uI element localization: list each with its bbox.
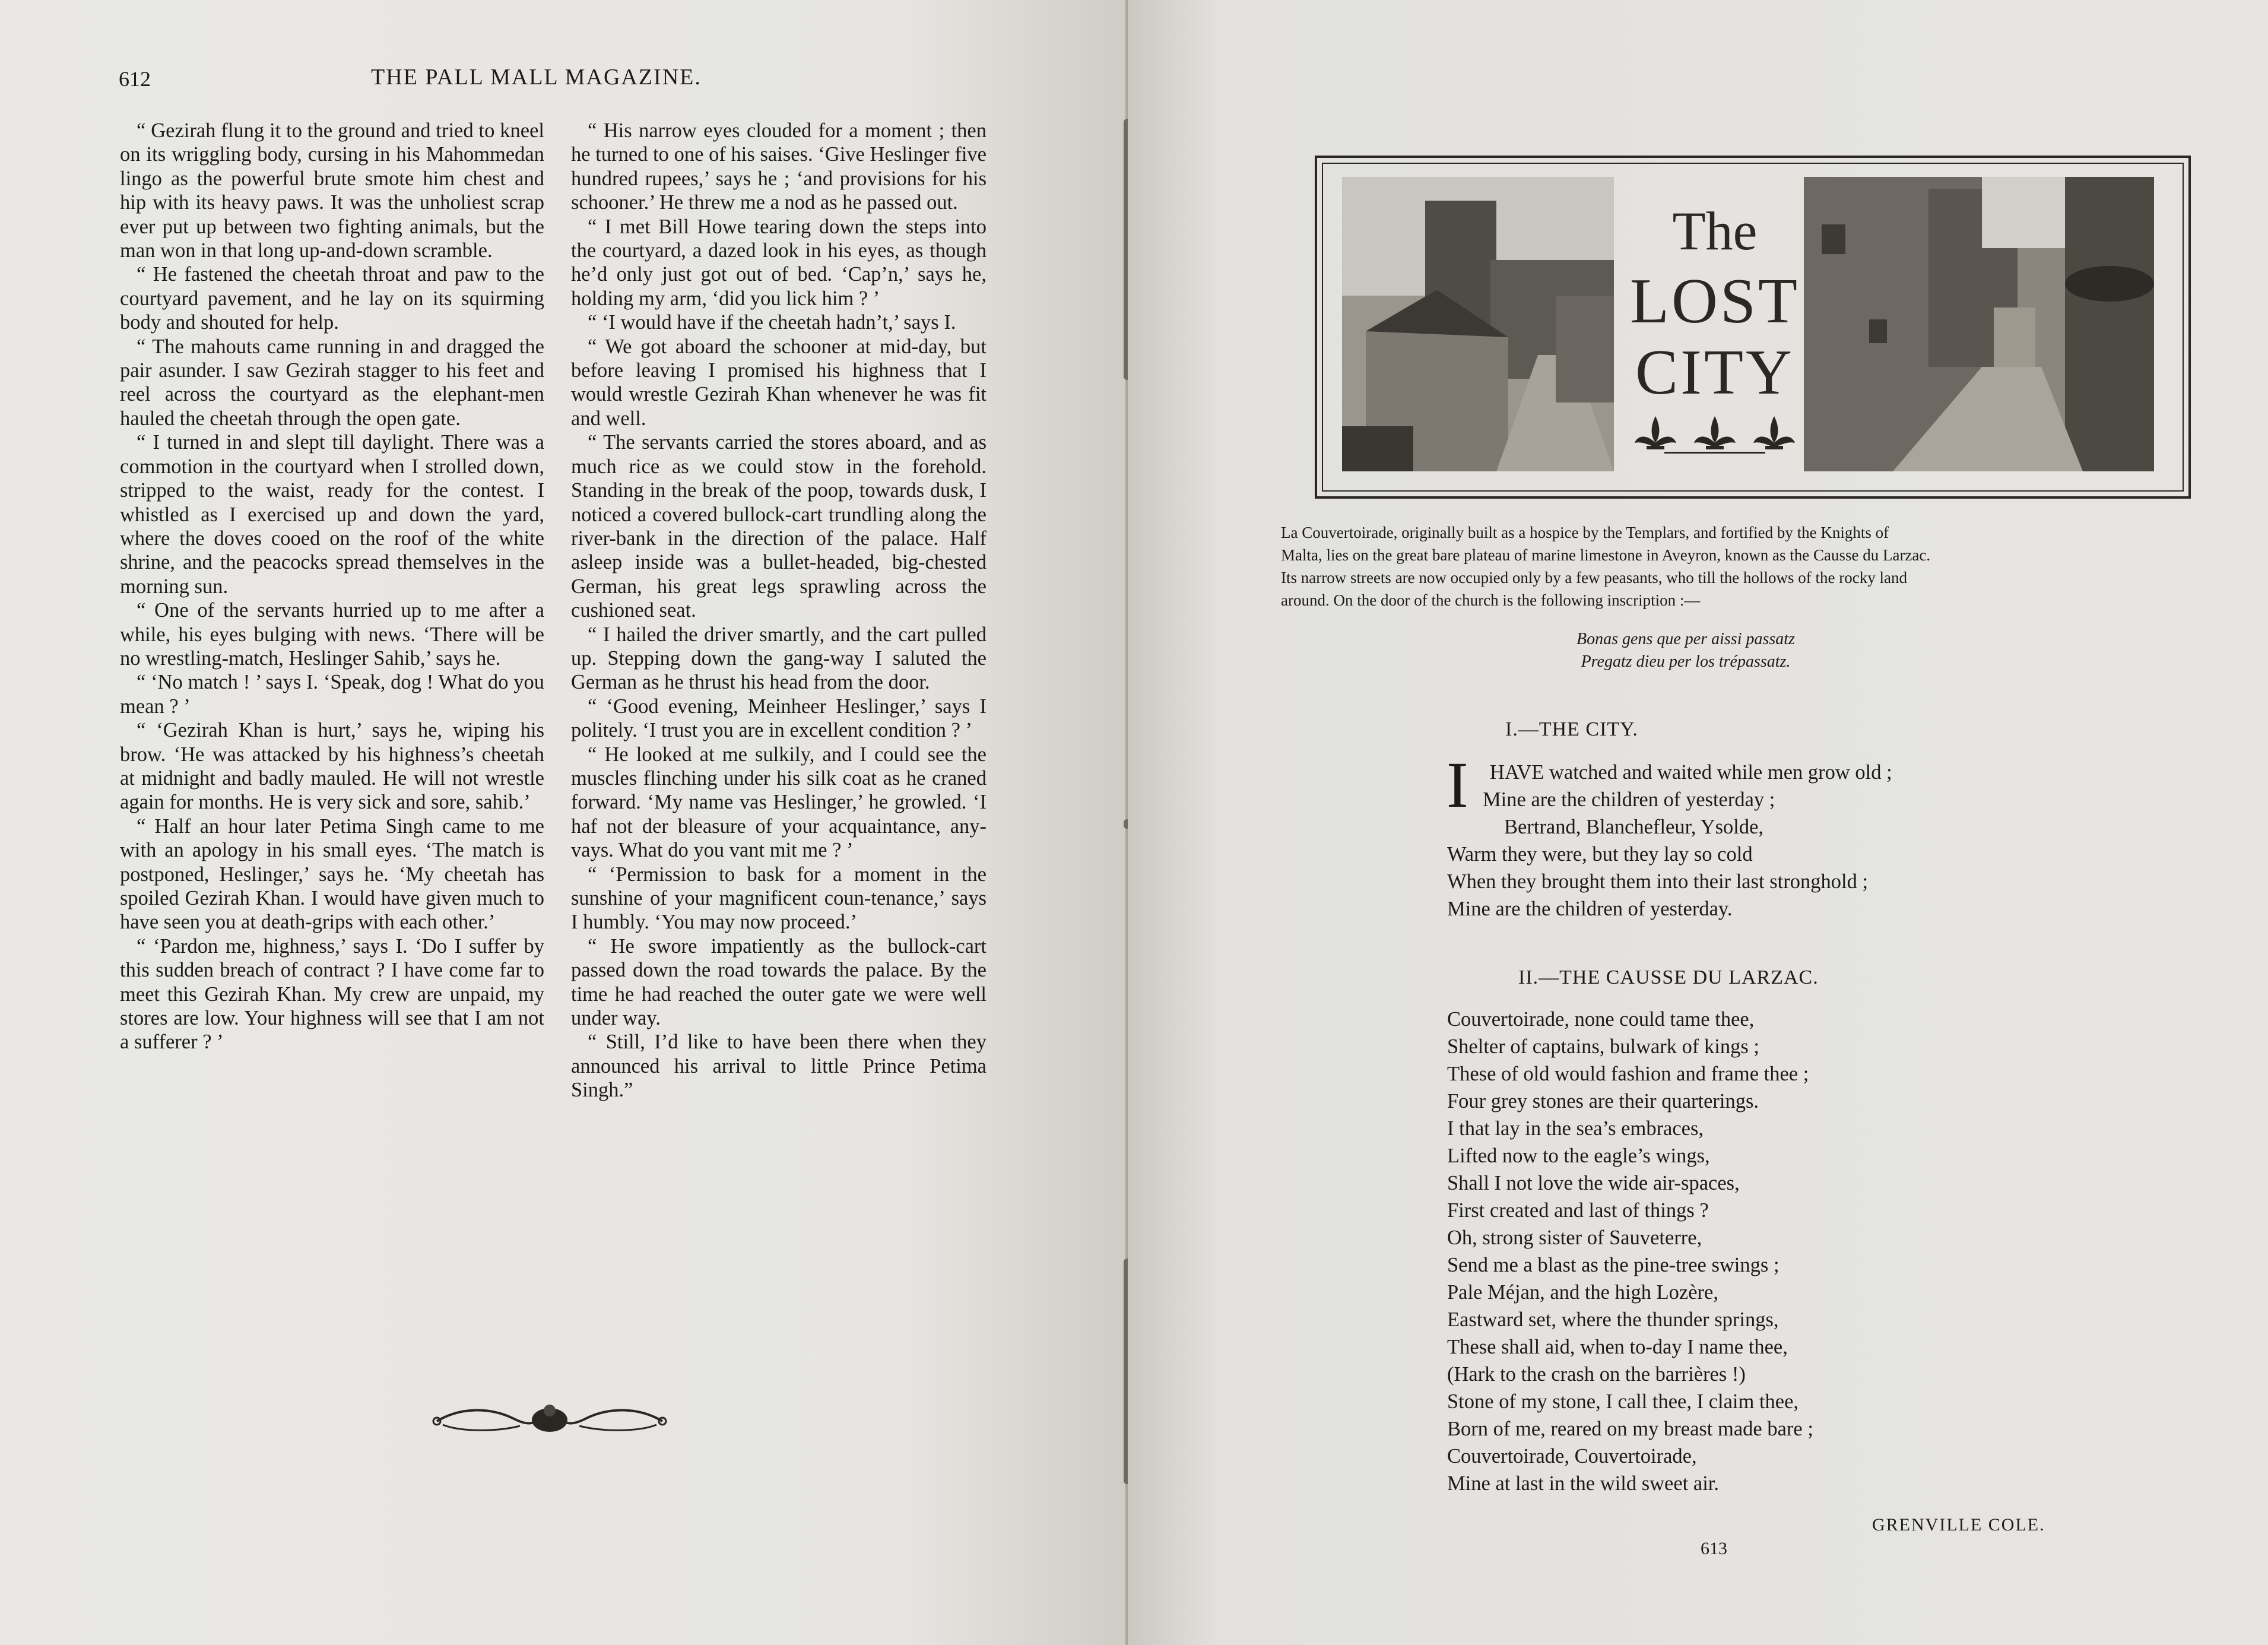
paragraph: “ The mahouts came running in and dragged the pair asunder. I saw Gezirah stagger to his feet and reel across the courtyard as the elephant-men hauled the cheetah through the open gate. (120, 335, 544, 430)
poem-line: Couvertoirade, Couvertoirade, (1447, 1445, 1697, 1467)
title-word-lost: LOST (1630, 266, 1800, 337)
paragraph: “ ‘I would have if the cheetah hadn’t,’ says I. (588, 311, 956, 334)
right-page (1128, 0, 2268, 1645)
title-word-city: CITY (1635, 337, 1794, 408)
church-inscription (1478, 628, 1893, 673)
author-signature: GRENVILLE COLE. (1872, 1515, 2045, 1535)
section-title-causse: II.—THE CAUSSE DU LARZAC. (1518, 966, 1819, 988)
title-word-the: The (1672, 201, 1758, 261)
paragraph: “ I turned in and slept till daylight. There was a commotion in the courtyard when I strolled down, stripped to the waist, ready for the contest. I whistled as I exercised up and down the yard, where the doves cooed on the roof of the white shrine, and the peacocks spread themselves in the morning sun. (120, 431, 544, 598)
paragraph: “ ‘No match ! ’ says I. ‘Speak, dog ! What do you mean ? ’ (120, 671, 544, 718)
paragraph: “ ‘Gezirah Khan is hurt,’ says he, wiping his brow. ‘He was attacked by his highness’s cheetah at midnight and badly mauled. He will not wrestle again for months. He is very sick and sore, sahib.’ (120, 719, 544, 814)
right-page-number: 613 (1701, 1539, 1727, 1558)
poem-line: Pale Méjan, and the high Lozère, (1447, 1281, 1718, 1304)
poem-line: First created and last of things ? (1447, 1199, 1709, 1222)
poem-line: Mine are the children of yesterday. (1447, 898, 1733, 920)
left-page (0, 0, 1128, 1645)
paragraph: “ He swore impatiently as the bullock-cart passed down the road towards the palace. By the time he had reached the outer gate we were well under way. (571, 934, 986, 1030)
paragraph: “ ‘Permission to bask for a moment in the sunshine of your magnificent coun-tenance,’ says I humbly. ‘You may now proceed.’ (571, 863, 986, 934)
poem-line: When they brought them into their last stronghold ; (1447, 870, 1869, 893)
village-photo-left (1342, 177, 1614, 471)
poem-line: These shall aid, when to-day I name thee, (1447, 1336, 1788, 1358)
title-block (1315, 156, 2191, 499)
paragraph: “ Gezirah flung it to the ground and tried to kneel on its wriggling body, cursing in his Mahommedan lingo as the powerful brute smote him chest and hip with its heavy paws. It was the unholiest scrap ever put up between two fighting animals, but the man won in that long up-and-down scramble. (120, 119, 544, 262)
caption-line: around. On the door of the church is the following inscription :— (1281, 591, 1701, 609)
paragraph: “ He fastened the cheetah throat and paw to the courtyard pavement, and he lay on its squirming body and shouted for help. (120, 263, 544, 334)
poem-line: Shall I not love the wide air-spaces, (1447, 1172, 1740, 1194)
poem-line: Couvertoirade, none could tame thee, (1447, 1008, 1755, 1031)
paragraph: “ Still, I’d like to have been there when they announced his arrival to little Prince Petima Singh.” (571, 1031, 986, 1102)
drop-cap: I (1447, 749, 1468, 821)
poem-line: Mine at last in the wild sweet air. (1447, 1472, 1719, 1495)
poem-line: These of old would fashion and frame thee ; (1447, 1063, 1809, 1085)
paragraph: “ ‘Good evening, Meinheer Heslinger,’ says I politely. ‘I trust you are in excellent condition ? ’ (571, 695, 986, 742)
poem-line: Mine are the children of yesterday ; (1483, 788, 1775, 811)
photo-caption (1281, 521, 2094, 611)
paragraph: “ The servants carried the stores aboard, and as much rice as we could stow in the forehold. Standing in the break of the poop, towards dusk, I noticed a covered bullock-cart trundling along the river-bank in the direction of the palace. Half asleep inside was a bullet-headed, big-chested German, his great legs sprawling across the cushioned seat. (571, 431, 986, 622)
inscription-line: Pregatz dieu per los trépassatz. (1581, 652, 1791, 671)
poem-line: Send me a blast as the pine-tree swings ; (1447, 1254, 1779, 1276)
paragraph: “ We got aboard the schooner at mid-day, but before leaving I promised his highness that I would wrestle Gezirah Khan whenever he was fit and well. (571, 335, 986, 430)
left-page-number: 612 (119, 67, 151, 91)
village-photo-right (1804, 177, 2154, 471)
poem-line: Shelter of captains, bulwark of kings ; (1447, 1035, 1760, 1058)
poem-section-city (1447, 759, 1981, 923)
paragraph: “ I met Bill Howe tearing down the steps into the courtyard, a dazed look in his eyes, as though he’d only just got out of bed. ‘Cap’n,’ says he, holding my arm, ‘did you lick him ? ’ (571, 215, 986, 310)
poem-line: Lifted now to the eagle’s wings, (1447, 1145, 1710, 1167)
section-title-city: I.—THE CITY. (1505, 718, 1638, 740)
tailpiece-ornament-icon (425, 1395, 674, 1443)
poem-line: Bertrand, Blanchefleur, Ysolde, (1504, 816, 1764, 838)
poem-line: I that lay in the sea’s embraces, (1447, 1117, 1704, 1140)
poem-line: Oh, strong sister of Sauveterre, (1447, 1226, 1702, 1249)
caption-line: La Couvertoirade, originally built as a hospice by the Templars, and fortified by the Knights of (1281, 524, 1889, 541)
paragraph: “ Half an hour later Petima Singh came to me with an apology in his small eyes. ‘The match is postponed, Heslinger,’ says he. ‘My cheetah has spoiled Gezirah Khan. I would have given much to have seen you at death-grips with each other.’ (120, 814, 544, 934)
article-column-1 (120, 119, 544, 1054)
poem-section-causse (1447, 1006, 1981, 1497)
poem-line: (Hark to the crash on the barrières !) (1447, 1363, 1746, 1386)
poem-line: Warm they were, but they lay so cold (1447, 843, 1753, 866)
poem-line: Four grey stones are their quarterings. (1447, 1090, 1759, 1112)
paragraph: “ His narrow eyes clouded for a moment ; then he turned to one of his saises. ‘Give Heslinger five hundred rupees,’ says he ; ‘and provisions for his schooner.’ He threw me a nod as he passed out. (571, 119, 986, 214)
running-head: THE PALL MALL MAGAZINE. (371, 65, 702, 90)
caption-line: Malta, lies on the great bare plateau of marine limestone in Aveyron, known as the Causse du Larzac. (1281, 546, 1931, 564)
poem-line: Stone of my stone, I call thee, I claim thee, (1447, 1390, 1799, 1413)
paragraph: “ One of the servants hurried up to me after a while, his eyes bulging with news. ‘There will be no wrestling-match, Heslinger Sahib,’ says he. (120, 599, 544, 670)
paragraph: “ I hailed the driver smartly, and the cart pulled up. Stepping down the gang-way I saluted the German as he thrust his head from the door. (571, 623, 986, 694)
poem-line: Born of me, reared on my breast made bare ; (1447, 1418, 1813, 1440)
article-column-2 (571, 119, 986, 1102)
caption-line: Its narrow streets are now occupied only by a few peasants, who till the hollows of the rocky land (1281, 569, 1907, 587)
paragraph: “ ‘Pardon me, highness,’ says I. ‘Do I suffer by this sudden breach of contract ? I have come far to meet this Gezirah Khan. My crew are unpaid, my stores are low. Your highness will see that I am not a sufferer ? ’ (120, 934, 544, 1054)
paragraph: “ He looked at me sulkily, and I could see the muscles flinching under his silk coat as he craned forward. ‘My name vas Heslinger,’ he growled. ‘I haf not der bleasure of your acquaintance, any-vays. What do you vant mit me ? ’ (571, 743, 986, 862)
fleur-de-lis-ornament-icon (1629, 410, 1801, 464)
poem-line: HAVE watched and waited while men grow old ; (1490, 761, 1892, 784)
inscription-line: Bonas gens que per aissi passatz (1577, 630, 1795, 648)
poem-line: Eastward set, where the thunder springs, (1447, 1308, 1779, 1331)
